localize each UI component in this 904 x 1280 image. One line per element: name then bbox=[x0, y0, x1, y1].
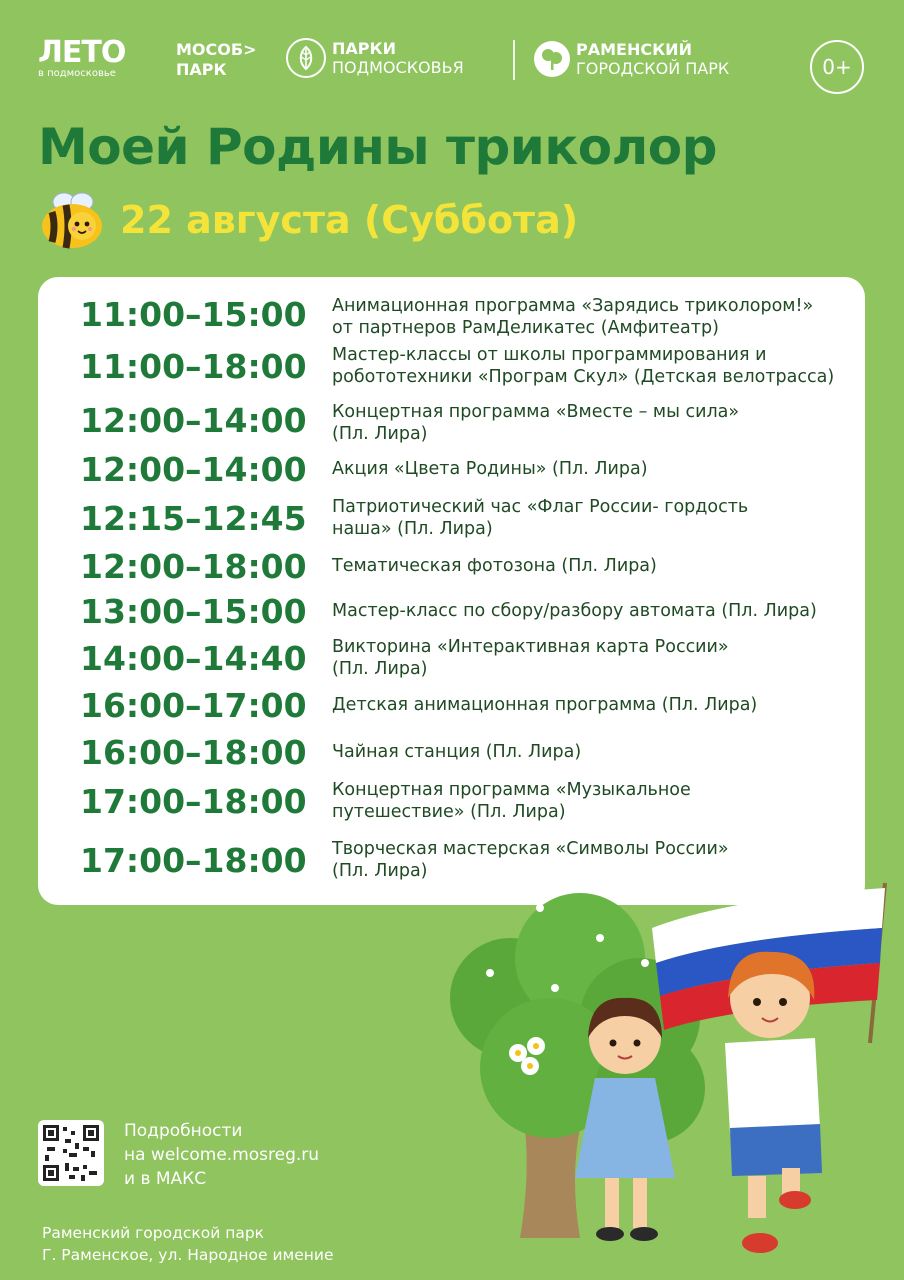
schedule-description bbox=[332, 779, 862, 823]
schedule-description bbox=[332, 496, 862, 540]
footer-address bbox=[42, 1222, 334, 1266]
bee-icon bbox=[38, 188, 106, 252]
description-line: Тематическая фотозона (Пл. Лира) bbox=[332, 556, 657, 576]
schedule-time: 11:00–15:00 bbox=[80, 295, 307, 334]
description-line: Концертная программа «Музыкальное bbox=[332, 780, 691, 800]
footer-info-line: и в МАКС bbox=[124, 1169, 207, 1189]
schedule-time: 12:00–14:00 bbox=[80, 401, 307, 440]
schedule-time: 12:00–14:00 bbox=[80, 450, 307, 489]
description-line: наша» (Пл. Лира) bbox=[332, 519, 493, 539]
qr-code[interactable] bbox=[38, 1120, 104, 1186]
page-title: Моей Родины триколор bbox=[38, 118, 717, 176]
schedule-time: 17:00–18:00 bbox=[80, 841, 307, 880]
leto-logo-subtext: в подмосковье bbox=[38, 68, 116, 79]
schedule-description bbox=[332, 401, 862, 445]
address-line: Г. Раменское, ул. Народное имение bbox=[42, 1246, 334, 1264]
schedule-description bbox=[332, 838, 862, 882]
schedule-time: 12:15–12:45 bbox=[80, 499, 307, 538]
schedule-description bbox=[332, 555, 862, 577]
description-line: Творческая мастерская «Символы России» bbox=[332, 839, 729, 859]
description-line: Чайная станция (Пл. Лира) bbox=[332, 742, 582, 762]
schedule-time: 17:00–18:00 bbox=[80, 782, 307, 821]
date-row bbox=[38, 188, 578, 252]
description-line: Анимационная программа «Зарядись триколором!» bbox=[332, 296, 814, 316]
schedule-description bbox=[332, 636, 862, 680]
leto-logo-text: ЛЕТО bbox=[38, 35, 126, 70]
description-line: Акция «Цвета Родины» (Пл. Лира) bbox=[332, 459, 648, 479]
description-line: от партнеров РамДеликатес (Амфитеатр) bbox=[332, 318, 719, 338]
ramen-line2: ГОРОДСКОЙ ПАРК bbox=[576, 59, 730, 78]
mosobpark-line1: МОСОБ> bbox=[176, 40, 257, 59]
description-line: Концертная программа «Вместе – мы сила» bbox=[332, 402, 740, 422]
schedule-description bbox=[332, 295, 862, 339]
schedule-time: 13:00–15:00 bbox=[80, 592, 307, 631]
mosobpark-line2: ПАРК bbox=[176, 60, 227, 79]
schedule-description bbox=[332, 694, 862, 716]
parki-line2: ПОДМОСКОВЬЯ bbox=[332, 58, 464, 77]
schedule-description bbox=[332, 600, 862, 622]
schedule-time: 11:00–18:00 bbox=[80, 347, 307, 386]
schedule-description bbox=[332, 344, 862, 388]
parki-podmoskovya-logo bbox=[286, 38, 464, 78]
header-logos bbox=[38, 36, 868, 96]
description-line: Викторина «Интерактивная карта России» bbox=[332, 637, 729, 657]
schedule-time: 14:00–14:40 bbox=[80, 639, 307, 678]
parki-line1: ПАРКИ bbox=[332, 39, 396, 58]
kids-with-flag-illustration bbox=[430, 878, 904, 1280]
description-line: Детская анимационная программа (Пл. Лира) bbox=[332, 695, 758, 715]
description-line: путешествие» (Пл. Лира) bbox=[332, 802, 566, 822]
schedule-time: 12:00–18:00 bbox=[80, 547, 307, 586]
ramen-park-icon bbox=[534, 41, 570, 77]
schedule-time: 16:00–17:00 bbox=[80, 686, 307, 725]
description-line: Мастер-классы от школы программирования и bbox=[332, 345, 767, 365]
schedule-description bbox=[332, 458, 862, 480]
schedule-description bbox=[332, 741, 862, 763]
header-divider bbox=[513, 40, 515, 80]
leto-logo bbox=[38, 35, 126, 80]
schedule-card bbox=[38, 277, 865, 905]
ramenskiy-park-logo bbox=[534, 40, 729, 78]
footer-website-link[interactable]: на welcome.mosreg.ru bbox=[124, 1145, 320, 1165]
address-line: Раменский городской парк bbox=[42, 1224, 265, 1242]
ramen-line1: РАМЕНСКИЙ bbox=[576, 40, 692, 59]
description-line: Патриотический час «Флаг России- гордость bbox=[332, 497, 749, 517]
description-line: (Пл. Лира) bbox=[332, 424, 428, 444]
schedule-time: 16:00–18:00 bbox=[80, 733, 307, 772]
description-line: (Пл. Лира) bbox=[332, 861, 428, 881]
description-line: робототехники «Програм Скул» (Детская велотрасса) bbox=[332, 367, 835, 387]
footer-info-line: Подробности bbox=[124, 1121, 243, 1141]
mosobpark-logo bbox=[176, 40, 256, 80]
leaf-icon bbox=[286, 38, 326, 78]
event-date: 22 августа (Суббота) bbox=[120, 198, 579, 242]
footer-info bbox=[124, 1119, 319, 1191]
description-line: Мастер-класс по сбору/разбору автомата (Пл. Лира) bbox=[332, 601, 817, 621]
age-rating-badge: 0+ bbox=[810, 40, 864, 94]
description-line: (Пл. Лира) bbox=[332, 659, 428, 679]
